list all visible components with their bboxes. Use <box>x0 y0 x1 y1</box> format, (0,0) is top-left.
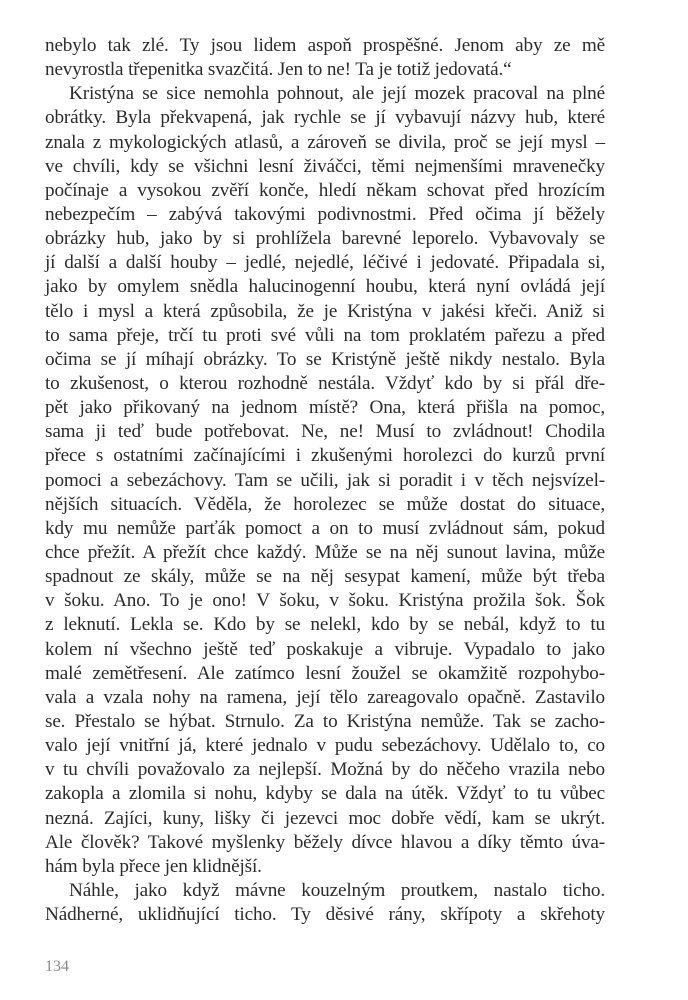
text-line: nezná. Zajíci, kuny, lišky či jezevci moc dobře vědí, kam se ukrýt. <box>45 807 605 829</box>
text-line: nebezpečím – zabývá takovými podivnostmi. Před očima jí běžely <box>45 203 605 225</box>
text-line: to sama přeje, trčí tu proti své vůli na tom proklatém pařezu a před <box>45 324 605 346</box>
text-line: z leknutí. Lekla se. Kdo by se nelekl, kdo by se nebál, když to tu <box>45 614 605 636</box>
text-line: kolem ní všechno ještě teď poskakuje a vibruje. Vypadalo to jako <box>45 638 605 660</box>
text-line: jí další a další houby – jedlé, nejedlé, léčivé i jedovaté. Připadala si, <box>45 252 605 274</box>
text-line: Nádherné, uklidňující ticho. Ty děsivé rány, skřípoty a skřehoty <box>45 904 605 926</box>
text-line: v šoku. Ano. To je ono! V šoku, v šoku. Kristýna prožila šok. Šok <box>45 590 605 612</box>
text-line: počínaje a vysokou zvěří konče, hledí někam schovat před hrozícím <box>45 179 605 201</box>
text-line: zakopla a zlomila si nohu, kdyby se dala na útěk. Vždyť to tu vůbec <box>45 783 605 805</box>
text-line: kdy mu nemůže parťák pomoct a on to musí zvládnout sám, pokud <box>45 517 605 539</box>
text-line: přece s ostatními začínajícími i zkušenými horolezci do kurzů první <box>45 445 605 467</box>
body-text <box>45 34 605 927</box>
text-line: vala a vzala nohy na ramena, její tělo zareagovalo opačně. Zastavilo <box>45 686 605 708</box>
text-line: malé zemětřesení. Ale zatímco lesní žoužel se okamžitě rozpohybo- <box>45 662 605 684</box>
text-line: se. Přestalo se hýbat. Strnulo. Za to Kristýna nemůže. Tak se zacho- <box>45 710 605 732</box>
text-line: tělo i mysl a která způsobila, že je Kristýna v jakési křeči. Aniž si <box>45 300 605 322</box>
text-line: očima se jí míhají obrázky. To se Kristýně ještě nikdy nestalo. Byla <box>45 348 605 370</box>
paragraph-first-line: Náhle, jako když mávne kouzelným proutkem, nastalo ticho. <box>69 879 605 901</box>
text-line: pomoci a sebezáchovy. Tam se učili, jak si poradit i v těch nejsvízel- <box>45 469 605 491</box>
text-line: obrázky hub, jako by si prohlížela barevné leporelo. Vybavovaly se <box>45 228 605 250</box>
text-line: spadnout ze skály, může se na něj sesypat kamení, může být třeba <box>45 566 605 588</box>
text-line: v tu chvíli považovalo za nejlepší. Možná by do něčeho vrazila nebo <box>45 759 605 781</box>
page-number: 134 <box>45 958 69 975</box>
text-line: obrátky. Byla překvapená, jak rychle se jí vybavují názvy hub, které <box>45 107 605 129</box>
text-line: znala z mykologických atlasů, a zároveň se divila, proč se její mysl – <box>45 131 605 153</box>
text-line: nebylo tak zlé. Ty jsou lidem aspoň prospěšné. Jenom aby ze mě <box>45 35 605 56</box>
text-line: sama ji teď bude potřebovat. Ne, ne! Musí to zvládnout! Chodila <box>45 421 605 443</box>
text-line: nějších situacích. Věděla, že horolezec se může dostat do situace, <box>45 493 605 515</box>
text-line: chce přežít. A přežít chce každý. Může se na něj sunout lavina, může <box>45 541 605 563</box>
text-line: hám byla přece jen klidnější. <box>45 855 262 877</box>
text-line: pět jako přikovaný na jednom místě? Ona, která přišla na pomoc, <box>45 397 605 419</box>
paragraph-first-line: Kristýna se sice nemohla pohnout, ale její mozek pracoval na plné <box>69 83 605 105</box>
text-line: valo její vnitřní já, které jednalo v pudu sebezáchovy. Udělalo to, co <box>45 735 605 757</box>
text-line: Ale člověk? Takové myšlenky běžely dívce hlavou a díky těmto úva- <box>45 831 605 853</box>
text-line: ve chvíli, kdy se všichni lesní živáčci, těmi nejmenšími mravenečky <box>45 155 605 177</box>
text-line: to zkušenost, o kterou rozhodně nestála. Vždyť kdo by si přál dře- <box>45 372 605 394</box>
text-line: nevyrostla třepenitka svazčitá. Jen to ne! Ta je totiž jedovatá.“ <box>45 59 512 81</box>
text-line: jako by omylem snědla halucinogenní houbu, která nyní ovládá její <box>45 276 605 298</box>
